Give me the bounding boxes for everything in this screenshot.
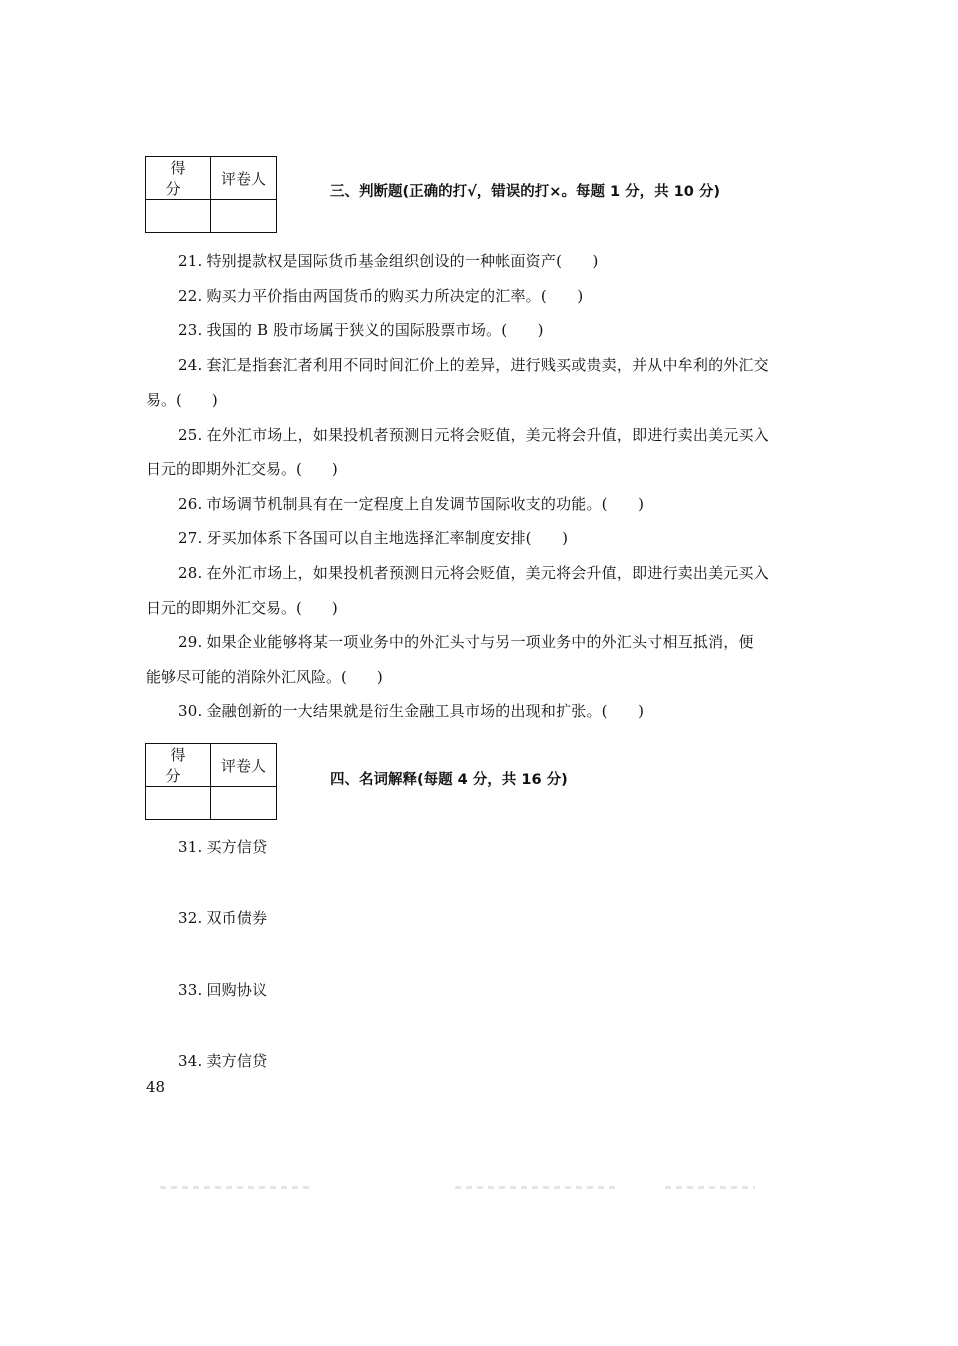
question-text: 卖方信贷: [206, 1052, 268, 1070]
question-number: 31.: [178, 838, 203, 856]
scan-artifact: [160, 1186, 310, 1189]
score-label: 得 分: [146, 157, 211, 200]
section3-title: 三、判断题(正确的打√，错误的打×。每题 1 分，共 10 分): [330, 184, 721, 200]
question-28-continuation: 日元的即期外汇交易。( ): [146, 599, 338, 617]
question-21: [178, 250, 599, 271]
question-number: 34.: [178, 1052, 203, 1070]
question-32: [178, 907, 267, 928]
question-number: 22.: [178, 287, 203, 305]
question-text: 金融创新的一大结果就是衍生金融工具市场的出现和扩张。( ): [206, 702, 645, 720]
question-text: 回购协议: [206, 981, 268, 999]
page-number: 48: [146, 1078, 166, 1096]
question-number: 25.: [178, 426, 203, 444]
question-text: 市场调节机制具有在一定程度上自发调节国际收支的功能。( ): [206, 495, 645, 513]
question-29-continuation: 能够尽可能的消除外汇风险。( ): [146, 668, 383, 686]
question-text: 在外汇市场上，如果投机者预测日元将会贬值，美元将会升值，即进行卖出美元买入: [206, 426, 769, 444]
question-28: [178, 562, 769, 583]
question-25: [178, 424, 769, 445]
question-number: 24.: [178, 356, 203, 374]
question-number: 33.: [178, 981, 203, 999]
question-26: [178, 493, 644, 514]
question-text: 双币债券: [206, 909, 268, 927]
scan-artifact: [665, 1186, 755, 1189]
question-text: 套汇是指套汇者利用不同时间汇价上的差异，进行贱买或贵卖，并从中牟利的外汇交: [206, 356, 769, 374]
score-cell: [146, 787, 211, 820]
question-34: [178, 1050, 267, 1071]
question-31: [178, 836, 267, 857]
question-number: 26.: [178, 495, 203, 513]
question-number: 30.: [178, 702, 203, 720]
score-cell: [146, 200, 211, 233]
question-text: 如果企业能够将某一项业务中的外汇头寸与另一项业务中的外汇头寸相互抵消，便: [206, 633, 754, 651]
grader-cell: [211, 787, 277, 820]
question-24-continuation: 易。( ): [146, 391, 218, 409]
question-number: 23.: [178, 321, 203, 339]
question-text: 牙买加体系下各国可以自主地选择汇率制度安排( ): [206, 529, 569, 547]
question-25-continuation: 日元的即期外汇交易。( ): [146, 460, 338, 478]
question-text: 在外汇市场上，如果投机者预测日元将会贬值，美元将会升值，即进行卖出美元买入: [206, 564, 769, 582]
question-33: [178, 979, 267, 1000]
score-box-section3: [145, 156, 277, 233]
question-27: [178, 527, 568, 548]
scan-artifact: [455, 1186, 615, 1189]
section4-title: 四、名词解释(每题 4 分，共 16 分): [330, 772, 568, 788]
question-number: 28.: [178, 564, 203, 582]
question-24: [178, 354, 769, 375]
question-text: 特别提款权是国际货币基金组织创设的一种帐面资产( ): [206, 252, 599, 270]
grader-label: 评卷人: [211, 744, 277, 787]
question-23: [178, 319, 544, 340]
question-text: 购买力平价指由两国货币的购买力所决定的汇率。( ): [206, 287, 584, 305]
question-30: [178, 700, 644, 721]
question-29: [178, 631, 754, 652]
question-text: 买方信贷: [206, 838, 268, 856]
question-number: 29.: [178, 633, 203, 651]
question-text: 我国的 B 股市场属于狭义的国际股票市场。( ): [206, 321, 544, 339]
score-label: 得 分: [146, 744, 211, 787]
question-number: 27.: [178, 529, 203, 547]
question-number: 21.: [178, 252, 203, 270]
score-box-section4: [145, 743, 277, 820]
grader-cell: [211, 200, 277, 233]
question-number: 32.: [178, 909, 203, 927]
question-22: [178, 285, 583, 306]
grader-label: 评卷人: [211, 157, 277, 200]
